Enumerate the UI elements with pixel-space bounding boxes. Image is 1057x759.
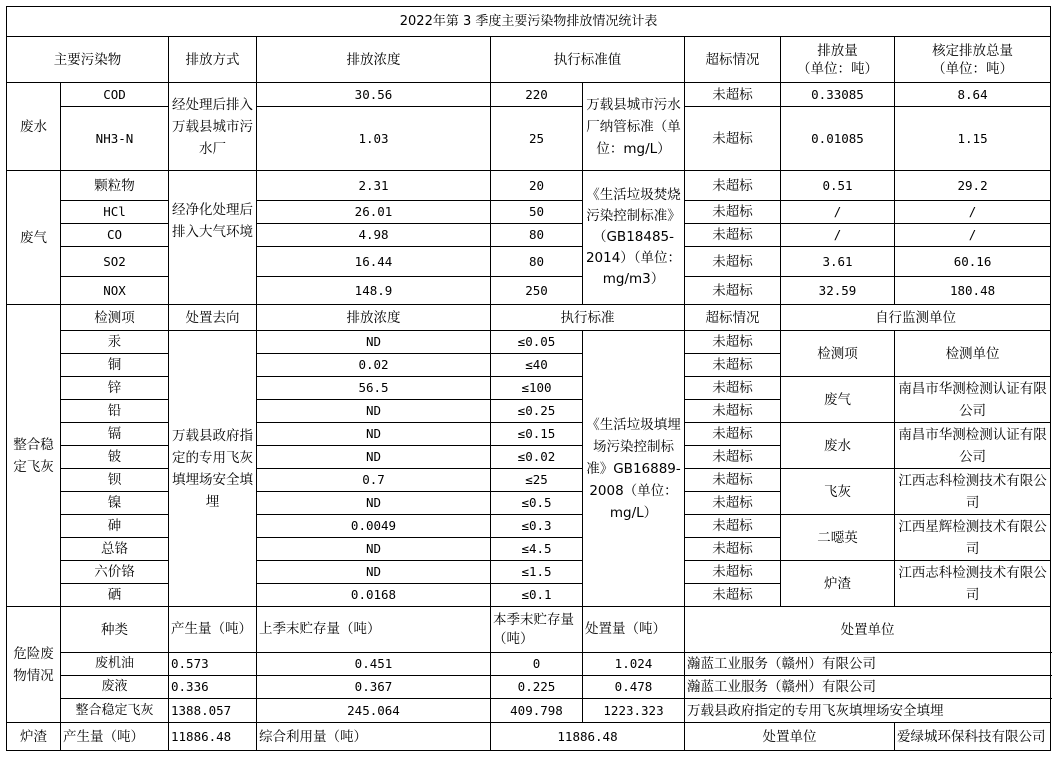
table-cell: 0.478 <box>583 676 685 699</box>
table-cell: CO <box>61 224 169 247</box>
table-cell: 1.03 <box>257 107 491 171</box>
table-cell: 未超标 <box>685 247 781 277</box>
table-cell: ND <box>257 492 491 515</box>
hazard-row <box>7 653 1051 676</box>
table-cell: 瀚蓝工业服务（赣州）有限公司 <box>685 676 1051 699</box>
table-cell: 3.61 <box>781 247 895 277</box>
table-cell: 220 <box>491 83 583 107</box>
ash-disposal: 万载县政府指定的专用飞灰填埋场安全填埋 <box>169 331 257 607</box>
table-cell: 六价铬 <box>61 561 169 584</box>
monitor-unit: 南昌市华测检测认证有限公司 <box>895 377 1051 423</box>
monitor-item: 炉渣 <box>781 561 895 607</box>
header-standard-value: 执行标准值 <box>491 37 685 83</box>
table-cell: 未超标 <box>685 561 781 584</box>
table-cell: 1.15 <box>895 107 1051 171</box>
ash-header-concentration: 排放浓度 <box>257 305 491 331</box>
table-cell: 0.7 <box>257 469 491 492</box>
hazard-row <box>7 699 1051 723</box>
hazard-header-unit: 处置单位 <box>685 607 1051 653</box>
table-cell: 未超标 <box>685 277 781 305</box>
table-cell: 8.64 <box>895 83 1051 107</box>
header-concentration: 排放浓度 <box>257 37 491 83</box>
water-row <box>7 107 1051 171</box>
table-cell: 硒 <box>61 584 169 607</box>
slag-produced-label: 产生量（吨） <box>61 723 169 751</box>
monitor-item: 二噁英 <box>781 515 895 561</box>
table-cell: 未超标 <box>685 423 781 446</box>
table-cell: 4.98 <box>257 224 491 247</box>
hazard-header-disposed: 处置量（吨） <box>583 607 685 653</box>
table-cell: 未超标 <box>685 201 781 224</box>
table-cell: / <box>895 201 1051 224</box>
table-cell: ND <box>257 423 491 446</box>
table-cell: ≤100 <box>491 377 583 400</box>
table-cell: 0.336 <box>169 676 257 699</box>
table-cell: 铅 <box>61 400 169 423</box>
table-cell: 未超标 <box>685 377 781 400</box>
ash-row <box>7 561 1051 584</box>
table-title: 2022年第 3 季度主要污染物排放情况统计表 <box>7 7 1051 37</box>
table-cell: 砷 <box>61 515 169 538</box>
ash-header-row <box>7 305 1051 331</box>
monitor-unit: 江西星辉检测技术有限公司 <box>895 515 1051 561</box>
ash-header-standard: 执行标准 <box>491 305 685 331</box>
table-cell: 锌 <box>61 377 169 400</box>
table-cell: 未超标 <box>685 107 781 171</box>
ash-header-item: 检测项 <box>61 305 169 331</box>
table-cell: ≤0.02 <box>491 446 583 469</box>
ash-standard: 《生活垃圾填埋场污染控制标准》GB16889-2008（单位：mg/L） <box>583 331 685 607</box>
table-cell: ≤0.5 <box>491 492 583 515</box>
gas-standard: 《生活垃圾焚烧污染控制标准》（GB18485-2014）（单位：mg/m3） <box>583 171 685 305</box>
table-cell: 148.9 <box>257 277 491 305</box>
hazard-header-this-stock: 本季末贮存量（吨） <box>491 607 583 653</box>
monitor-item: 废水 <box>781 423 895 469</box>
table-cell: 废液 <box>61 676 169 699</box>
pollutant-emission-table <box>6 6 1051 751</box>
table-cell: 0.01085 <box>781 107 895 171</box>
table-cell: 0.0049 <box>257 515 491 538</box>
table-cell: 0.0168 <box>257 584 491 607</box>
table-cell: 未超标 <box>685 331 781 354</box>
table-cell: 未超标 <box>685 83 781 107</box>
table-cell: 0 <box>491 653 583 676</box>
table-cell: 0.451 <box>257 653 491 676</box>
table-cell: NOX <box>61 277 169 305</box>
header-method: 排放方式 <box>169 37 257 83</box>
header-emission: 排放量 （单位：吨） <box>781 37 895 83</box>
gas-row <box>7 224 1051 247</box>
table-cell: 未超标 <box>685 492 781 515</box>
gas-method: 经净化处理后排入大气环境 <box>169 171 257 305</box>
table-cell: 总铬 <box>61 538 169 561</box>
table-cell: 镉 <box>61 423 169 446</box>
table-cell: 245.064 <box>257 699 491 723</box>
table-cell: 80 <box>491 247 583 277</box>
table-cell: 废机油 <box>61 653 169 676</box>
ash-header-disposal: 处置去向 <box>169 305 257 331</box>
table-cell: 汞 <box>61 331 169 354</box>
gas-row <box>7 171 1051 201</box>
hazard-header-kind: 种类 <box>61 607 169 653</box>
table-cell: 25 <box>491 107 583 171</box>
monitor-header-item: 检测项 <box>781 331 895 377</box>
ash-row <box>7 469 1051 492</box>
table-cell: 20 <box>491 171 583 201</box>
table-cell: 180.48 <box>895 277 1051 305</box>
slag-group-label: 炉渣 <box>7 723 61 751</box>
ash-header-exceed: 超标情况 <box>685 305 781 331</box>
table-cell: 未超标 <box>685 538 781 561</box>
table-cell: 钡 <box>61 469 169 492</box>
table-cell: ≤25 <box>491 469 583 492</box>
table-cell: 16.44 <box>257 247 491 277</box>
table-cell: ≤4.5 <box>491 538 583 561</box>
water-row <box>7 83 1051 107</box>
table-cell: / <box>781 201 895 224</box>
table-cell: 1.024 <box>583 653 685 676</box>
slag-unit-value: 爱绿城环保科技有限公司 <box>895 723 1051 751</box>
ash-row <box>7 331 1051 354</box>
table-cell: ND <box>257 561 491 584</box>
table-cell: 0.51 <box>781 171 895 201</box>
ash-header-monitor: 自行监测单位 <box>781 305 1051 331</box>
hazard-header-produced: 产生量（吨） <box>169 607 257 653</box>
monitor-header-unit: 检测单位 <box>895 331 1051 377</box>
header-row <box>7 37 1051 83</box>
monitor-unit: 江西志科检测技术有限公司 <box>895 469 1051 515</box>
header-exceed: 超标情况 <box>685 37 781 83</box>
table-cell: 未超标 <box>685 224 781 247</box>
table-cell: 50 <box>491 201 583 224</box>
table-cell: 0.225 <box>491 676 583 699</box>
ash-row <box>7 515 1051 538</box>
table-cell: 1388.057 <box>169 699 257 723</box>
hazard-row <box>7 676 1051 699</box>
monitor-item: 飞灰 <box>781 469 895 515</box>
gas-row <box>7 201 1051 224</box>
hazard-header-last-stock: 上季末贮存量（吨） <box>257 607 491 653</box>
gas-row <box>7 277 1051 305</box>
table-cell: / <box>895 224 1051 247</box>
hazard-header-row <box>7 607 1051 653</box>
table-cell: 未超标 <box>685 171 781 201</box>
table-cell: ND <box>257 446 491 469</box>
table-cell: 250 <box>491 277 583 305</box>
ash-row <box>7 377 1051 400</box>
table-cell: 30.56 <box>257 83 491 107</box>
monitor-item: 废气 <box>781 377 895 423</box>
table-cell: 整合稳定飞灰 <box>61 699 169 723</box>
slag-produced-value: 11886.48 <box>169 723 257 751</box>
table-cell: 0.33085 <box>781 83 895 107</box>
table-cell: ≤1.5 <box>491 561 583 584</box>
table-cell: 29.2 <box>895 171 1051 201</box>
slag-row <box>7 723 1051 751</box>
table-cell: 万载县政府指定的专用飞灰填埋场安全填埋 <box>685 699 1051 723</box>
header-approved: 核定排放总量 （单位：吨） <box>895 37 1051 83</box>
table-cell: 56.5 <box>257 377 491 400</box>
table-cell: 80 <box>491 224 583 247</box>
table-cell: 瀚蓝工业服务（赣州）有限公司 <box>685 653 1051 676</box>
slag-utilized-value: 11886.48 <box>491 723 685 751</box>
table-cell: 颗粒物 <box>61 171 169 201</box>
table-cell: SO2 <box>61 247 169 277</box>
monitor-unit: 江西志科检测技术有限公司 <box>895 561 1051 607</box>
table-cell: ≤0.15 <box>491 423 583 446</box>
ash-group-label: 整合稳定飞灰 <box>7 305 61 607</box>
table-cell: 0.367 <box>257 676 491 699</box>
hazard-group-label: 危险废物情况 <box>7 607 61 723</box>
table-cell: 未超标 <box>685 354 781 377</box>
table-cell: ≤0.25 <box>491 400 583 423</box>
header-pollutant: 主要污染物 <box>7 37 169 83</box>
table-cell: COD <box>61 83 169 107</box>
table-cell: ≤0.05 <box>491 331 583 354</box>
table-cell: 32.59 <box>781 277 895 305</box>
table-cell: 2.31 <box>257 171 491 201</box>
table-cell: 409.798 <box>491 699 583 723</box>
table-cell: 0.573 <box>169 653 257 676</box>
monitor-unit: 南昌市华测检测认证有限公司 <box>895 423 1051 469</box>
table-cell: 未超标 <box>685 446 781 469</box>
table-cell: 铍 <box>61 446 169 469</box>
table-cell: ≤0.3 <box>491 515 583 538</box>
gas-row <box>7 247 1051 277</box>
slag-utilized-label: 综合利用量（吨） <box>257 723 491 751</box>
table-cell: ND <box>257 400 491 423</box>
table-cell: ND <box>257 331 491 354</box>
table-cell: 铜 <box>61 354 169 377</box>
ash-row <box>7 423 1051 446</box>
table-cell: 未超标 <box>685 400 781 423</box>
table-cell: ND <box>257 538 491 561</box>
title-row <box>7 7 1051 37</box>
table-cell: 1223.323 <box>583 699 685 723</box>
water-method: 经处理后排入万载县城市污水厂 <box>169 83 257 171</box>
water-group-label: 废水 <box>7 83 61 171</box>
table-cell: ≤40 <box>491 354 583 377</box>
water-standard: 万载县城市污水厂纳管标准（单位：mg/L） <box>583 83 685 171</box>
table-cell: 未超标 <box>685 515 781 538</box>
gas-group-label: 废气 <box>7 171 61 305</box>
table-cell: ≤0.1 <box>491 584 583 607</box>
slag-unit-label: 处置单位 <box>685 723 895 751</box>
table-cell: 0.02 <box>257 354 491 377</box>
table-cell: NH3-N <box>61 107 169 171</box>
table-cell: / <box>781 224 895 247</box>
table-cell: 26.01 <box>257 201 491 224</box>
table-cell: 60.16 <box>895 247 1051 277</box>
table-cell: 镍 <box>61 492 169 515</box>
table-cell: 未超标 <box>685 469 781 492</box>
table-cell: HCl <box>61 201 169 224</box>
table-cell: 未超标 <box>685 584 781 607</box>
